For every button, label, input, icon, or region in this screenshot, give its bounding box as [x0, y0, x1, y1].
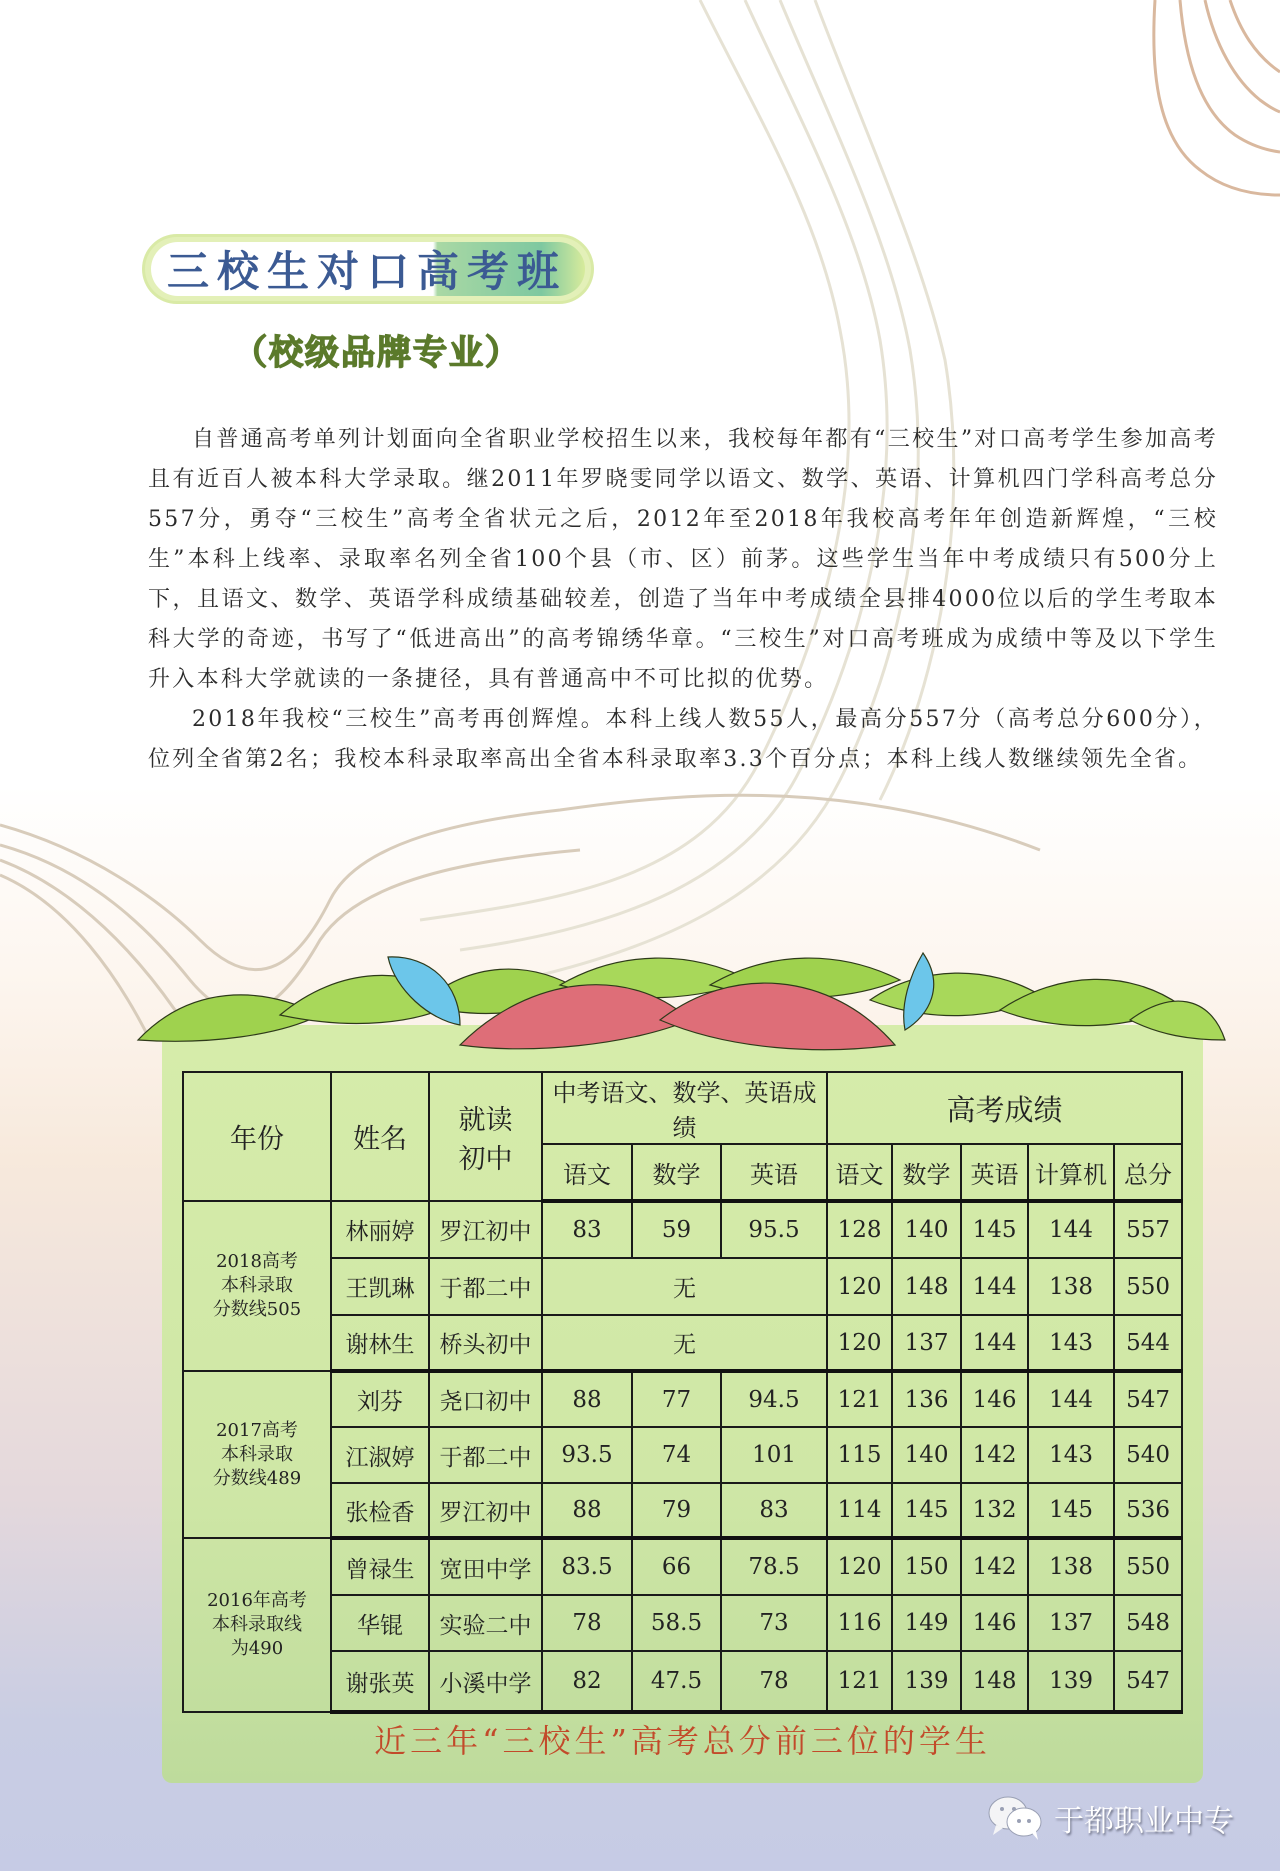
- header-gk-total: 总分: [1114, 1144, 1182, 1201]
- gk-total: 557: [1114, 1201, 1182, 1258]
- year-line: 为490: [230, 1638, 284, 1659]
- gk-score: 120: [827, 1538, 892, 1595]
- student-name: 林丽婷: [331, 1201, 429, 1258]
- year-cell-2018: [183, 1201, 331, 1371]
- header-gk-math: 数学: [892, 1144, 961, 1201]
- student-school: 桥头初中: [429, 1315, 542, 1371]
- title-banner: [145, 237, 591, 301]
- gk-score: 114: [827, 1483, 892, 1538]
- gk-total: 547: [1114, 1651, 1182, 1712]
- zk-score: 58.5: [632, 1595, 721, 1651]
- year-line: 2018高考: [216, 1251, 298, 1272]
- gk-score: 136: [892, 1371, 961, 1427]
- student-school: 实验二中: [429, 1595, 542, 1651]
- gk-score: 128: [827, 1201, 892, 1258]
- zk-score: 93.5: [542, 1427, 632, 1483]
- header-zk-chinese: 语文: [542, 1144, 632, 1201]
- gk-total: 550: [1114, 1538, 1182, 1595]
- gk-total: 547: [1114, 1371, 1182, 1427]
- table-row: [183, 1538, 1182, 1595]
- gk-score: 143: [1028, 1315, 1114, 1371]
- gk-score: 140: [892, 1201, 961, 1258]
- header-gaokao-group: 高考成绩: [827, 1072, 1182, 1144]
- table-row: [183, 1427, 1182, 1483]
- zk-score: 78: [721, 1651, 827, 1712]
- table-row: [183, 1258, 1182, 1315]
- gk-total: 550: [1114, 1258, 1182, 1315]
- zk-score: 82: [542, 1651, 632, 1712]
- zk-score: 78.5: [721, 1538, 827, 1595]
- header-gk-chinese: 语文: [827, 1144, 892, 1201]
- gk-score: 138: [1028, 1258, 1114, 1315]
- gk-score: 146: [961, 1595, 1028, 1651]
- watermark-text: 于都职业中专: [1054, 1804, 1234, 1839]
- year-line: 分数线505: [212, 1299, 302, 1320]
- gk-score: 144: [1028, 1371, 1114, 1427]
- student-name: 曾禄生: [331, 1538, 429, 1595]
- zk-score: 83: [542, 1201, 632, 1258]
- student-school: 尧口初中: [429, 1371, 542, 1427]
- header-zk-math: 数学: [632, 1144, 721, 1201]
- zk-score: 78: [542, 1595, 632, 1651]
- header-zhongkao-group: 中考语文、数学、英语成绩: [542, 1072, 827, 1144]
- gk-score: 148: [961, 1651, 1028, 1712]
- table-row: [183, 1371, 1182, 1427]
- header-school-line1: 就读: [458, 1104, 513, 1136]
- table-row: [183, 1201, 1182, 1258]
- gk-score: 138: [1028, 1538, 1114, 1595]
- header-school: [429, 1072, 542, 1201]
- watermark: [986, 1795, 1234, 1841]
- header-zk-english: 英语: [721, 1144, 827, 1201]
- student-name: 谢林生: [331, 1315, 429, 1371]
- page-title: 三校生对口高考班: [167, 247, 568, 296]
- student-school: 于都二中: [429, 1258, 542, 1315]
- zk-score: 88: [542, 1371, 632, 1427]
- zk-score: 83.5: [542, 1538, 632, 1595]
- student-name: 江淑婷: [331, 1427, 429, 1483]
- zk-score: 95.5: [721, 1201, 827, 1258]
- intro-text: [148, 420, 1218, 780]
- gk-score: 146: [961, 1371, 1028, 1427]
- gk-score: 115: [827, 1427, 892, 1483]
- student-name: 华锟: [331, 1595, 429, 1651]
- gk-score: 144: [1028, 1201, 1114, 1258]
- gk-score: 142: [961, 1538, 1028, 1595]
- gk-score: 139: [892, 1651, 961, 1712]
- table-row: [183, 1595, 1182, 1651]
- gk-score: 149: [892, 1595, 961, 1651]
- zk-score: 101: [721, 1427, 827, 1483]
- page-subtitle: （校级品牌专业）: [233, 333, 521, 373]
- gk-score: 120: [827, 1258, 892, 1315]
- student-school: 罗江初中: [429, 1201, 542, 1258]
- header-gk-english: 英语: [961, 1144, 1028, 1201]
- zk-score: 74: [632, 1427, 721, 1483]
- paragraph-1: 自普通高考单列计划面向全省职业学校招生以来，我校每年都有“三校生”对口高考学生参加高考且有近百人被本科大学录取。继2011年罗晓雯同学以语文、数学、英语、计算机四门学科高考总分557分，勇夺“三校生”高考全省状元之后，2012年至2018年我校高考年年创造新辉煌，“三校生”本科上线率、录取率名列全省100个县（市、区）前茅。这些学生当年中考成绩只有500分上下，且语文、数学、英语学科成绩基础较差，创造了当年中考成绩全县排4000位以后的学生考取本科大学的奇迹，书写了“低进高出”的高考锦绣华章。“三校生”对口高考班成为成绩中等及以下学生升入本科大学就读的一条捷径，具有普通高中不可比拟的优势。: [148, 427, 1218, 692]
- gk-score: 137: [1028, 1595, 1114, 1651]
- gk-score: 139: [1028, 1651, 1114, 1712]
- student-name: 张检香: [331, 1483, 429, 1538]
- zk-none: 无: [542, 1315, 827, 1371]
- paragraph-2: 2018年我校“三校生”高考再创辉煌。本科上线人数55人，最高分557分（高考总分600分），位列全省第2名；我校本科录取率高出全省本科录取率3.3个百分点；本科上线人数继续领先全省。: [148, 707, 1218, 772]
- gk-score: 144: [961, 1315, 1028, 1371]
- gk-score: 145: [1028, 1483, 1114, 1538]
- year-line: 本科录取线: [212, 1614, 302, 1635]
- scores-table: [182, 1071, 1183, 1714]
- gk-score: 132: [961, 1483, 1028, 1538]
- wechat-icon: [986, 1795, 1046, 1841]
- header-year: 年份: [183, 1072, 331, 1201]
- student-name: 谢张英: [331, 1651, 429, 1712]
- student-school: 宽田中学: [429, 1538, 542, 1595]
- year-line: 本科录取: [221, 1443, 293, 1465]
- gk-total: 548: [1114, 1595, 1182, 1651]
- gk-total: 536: [1114, 1483, 1182, 1538]
- gk-score: 137: [892, 1315, 961, 1371]
- header-gk-computer: 计算机: [1028, 1144, 1114, 1201]
- zk-score: 83: [721, 1483, 827, 1538]
- zk-score: 94.5: [721, 1371, 827, 1427]
- year-line: 2016年高考: [207, 1590, 307, 1611]
- title-banner-inner: [151, 242, 585, 296]
- table-row: [183, 1651, 1182, 1712]
- gk-total: 544: [1114, 1315, 1182, 1371]
- gk-score: 121: [827, 1651, 892, 1712]
- table-row: [183, 1315, 1182, 1371]
- table-caption: 近三年“三校生”高考总分前三位的学生: [374, 1722, 991, 1760]
- header-school-line2: 初中: [458, 1143, 513, 1175]
- zk-score: 66: [632, 1538, 721, 1595]
- gk-total: 540: [1114, 1427, 1182, 1483]
- zk-score: 77: [632, 1371, 721, 1427]
- gk-score: 150: [892, 1538, 961, 1595]
- header-name: 姓名: [331, 1072, 429, 1201]
- gk-score: 120: [827, 1315, 892, 1371]
- year-line: 本科录取: [221, 1275, 293, 1296]
- zk-none: 无: [542, 1258, 827, 1315]
- gk-score: 145: [892, 1483, 961, 1538]
- year-line: 2017高考: [216, 1419, 298, 1441]
- student-name: 王凯琳: [331, 1258, 429, 1315]
- gk-score: 148: [892, 1258, 961, 1315]
- zk-score: 79: [632, 1483, 721, 1538]
- table-row: [183, 1483, 1182, 1538]
- gk-score: 144: [961, 1258, 1028, 1315]
- zk-score: 73: [721, 1595, 827, 1651]
- year-line: 分数线489: [212, 1467, 302, 1489]
- student-school: 罗江初中: [429, 1483, 542, 1538]
- student-school: 小溪中学: [429, 1651, 542, 1712]
- student-school: 于都二中: [429, 1427, 542, 1483]
- year-cell-2017: [183, 1371, 331, 1538]
- gk-score: 142: [961, 1427, 1028, 1483]
- zk-score: 47.5: [632, 1651, 721, 1712]
- gk-score: 145: [961, 1201, 1028, 1258]
- year-cell-2016: [183, 1538, 331, 1712]
- gk-score: 121: [827, 1371, 892, 1427]
- gk-score: 116: [827, 1595, 892, 1651]
- gk-score: 143: [1028, 1427, 1114, 1483]
- student-name: 刘芬: [331, 1371, 429, 1427]
- table-header-row-1: [183, 1072, 1182, 1144]
- zk-score: 88: [542, 1483, 632, 1538]
- zk-score: 59: [632, 1201, 721, 1258]
- leaf-garland-decoration: [130, 945, 1230, 1055]
- gk-score: 140: [892, 1427, 961, 1483]
